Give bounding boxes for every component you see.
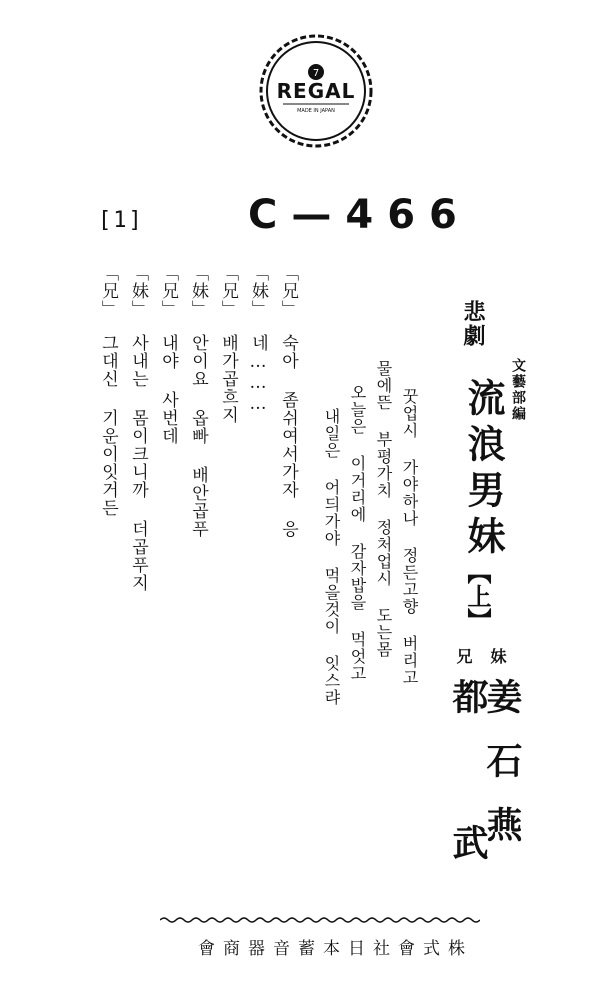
- publisher-name: 株式會社日本蓄音器商會: [198, 939, 473, 959]
- lyric-line: 꿋업시 가야하나 정든고향 버리고: [400, 388, 419, 686]
- wavy-divider: [160, 916, 480, 924]
- genre-label: 悲劇: [460, 300, 486, 348]
- logo-tagline: MADE IN JAPAN: [297, 108, 335, 114]
- speaker-label: 「兄」: [98, 264, 118, 318]
- dialogue-line: 숙아 좀쉬여서가자 응: [278, 334, 298, 538]
- lyric-line: 내일은 어듸가야 먹을것이 잇스랴: [322, 408, 341, 706]
- drama-title: 流浪男妹: [461, 378, 506, 562]
- logo-brand: REGAL: [276, 79, 356, 103]
- regal-logo: [259, 34, 373, 148]
- section-label: 文藝部編: [510, 358, 526, 422]
- dialogue-line: 그대신 기운이잇거든: [98, 334, 118, 517]
- part-label: 【上】: [463, 560, 492, 632]
- speaker-label: 「妹」: [128, 264, 148, 318]
- dialogue-line: 네………: [248, 334, 268, 415]
- lyric-line: 오늘은 이거리에 감자밥을 먹엇고: [348, 384, 367, 682]
- brother-role-label: 兄: [454, 648, 473, 664]
- speaker-label: 「妹」: [188, 264, 208, 318]
- speaker-label: 「兄」: [158, 264, 178, 318]
- sister-role-label: 妹: [488, 648, 507, 664]
- brother-actor-name: 都武: [447, 678, 489, 970]
- dialogue-line: 사내는 몸이크니까 더곱푸지: [128, 334, 148, 592]
- speaker-label: 「兄」: [218, 264, 238, 318]
- speaker-label: 「妹」: [248, 264, 268, 318]
- dialogue-line: 안이요 옵빠 배안곱푸: [188, 334, 208, 538]
- sister-actor-name: 姜石燕: [481, 678, 523, 870]
- dialogue-line: 배가곱흐지: [218, 334, 238, 424]
- svg-text:7: 7: [312, 68, 320, 79]
- speaker-label: 「兄」: [278, 264, 298, 318]
- catalog-number: C—466: [248, 192, 471, 238]
- dialogue-line: 내야 사번데: [158, 334, 178, 445]
- lyric-line: 물에뜬 부평가치 정처업시 도는몸: [374, 360, 393, 658]
- page-number: [1]: [98, 208, 144, 233]
